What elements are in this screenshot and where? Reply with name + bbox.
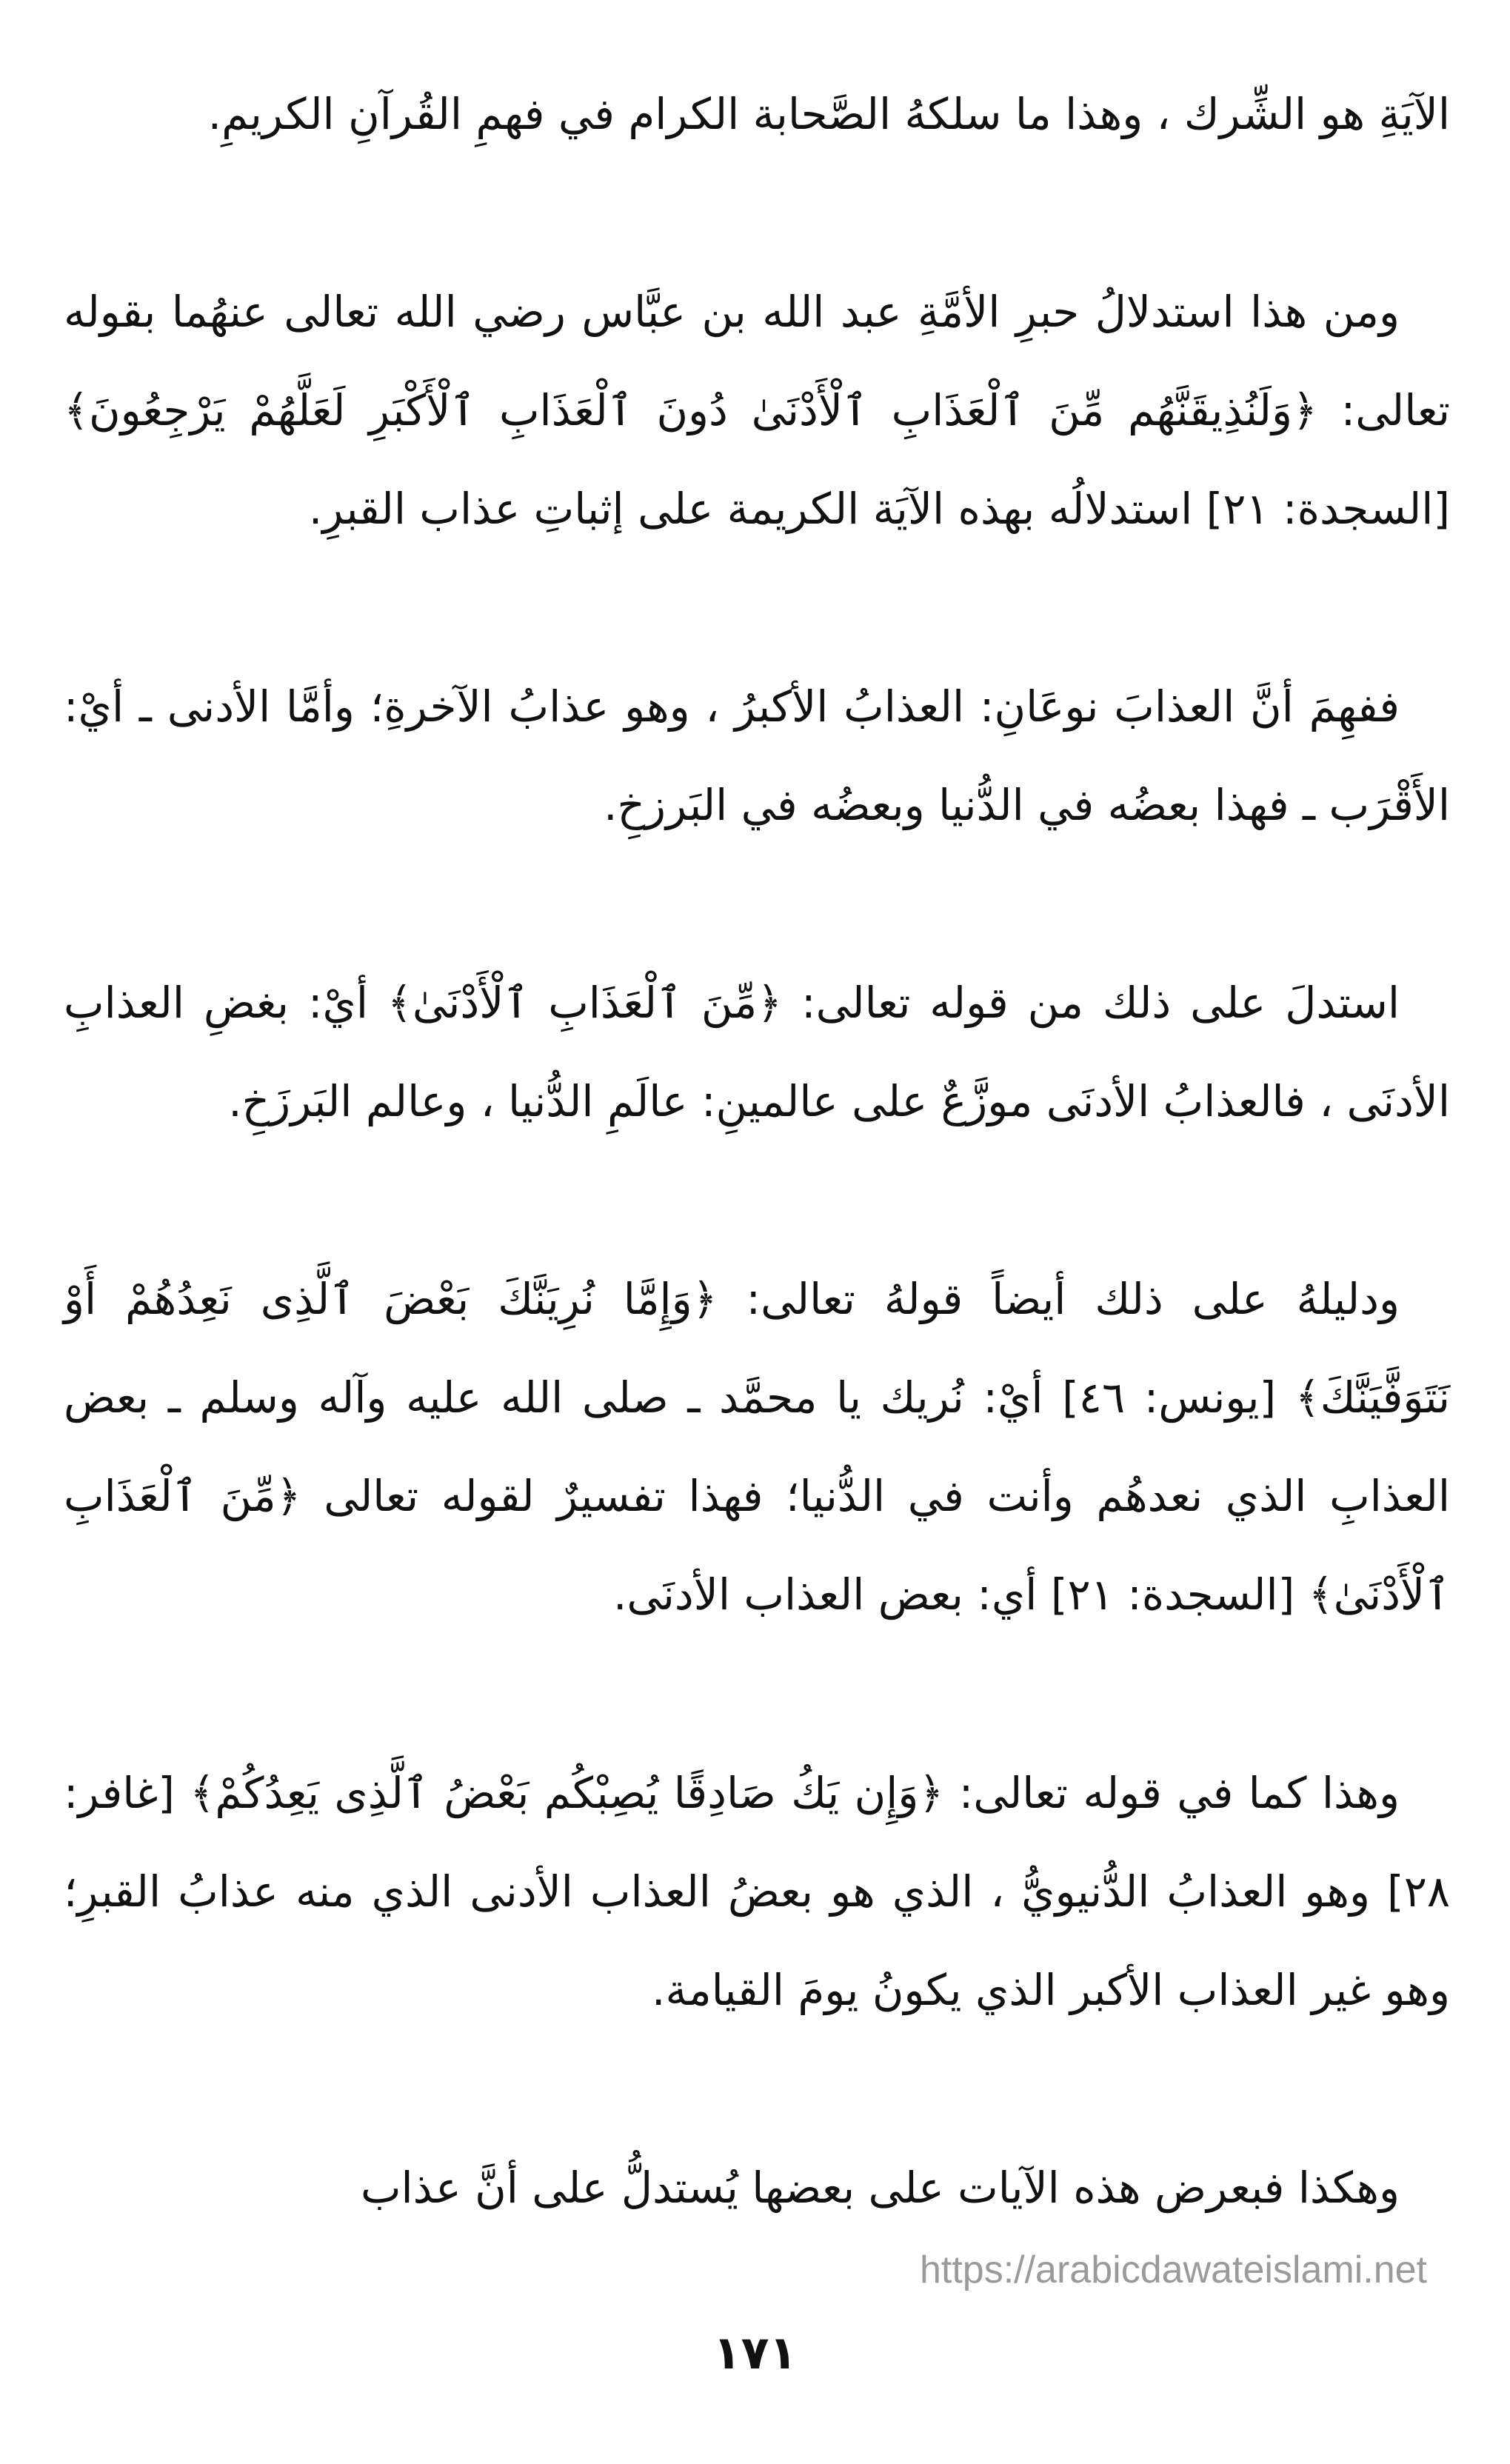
paragraph-7-text: وهكذا فبعرض هذه الآيات على بعضها يُستدلُّ على أنَّ عذاب bbox=[360, 2163, 1400, 2213]
page-number: ١٧١ bbox=[712, 2326, 798, 2380]
paragraph-7 bbox=[64, 2139, 1450, 2237]
paragraph-2 bbox=[64, 263, 1450, 558]
paragraph-4 bbox=[64, 954, 1450, 1151]
paragraph-1 bbox=[64, 65, 1450, 164]
paragraph-6-text: وهذا كما في قوله تعالى: ﴿وَإِن يَكُ صَادِقًا يُصِبْكُم بَعْضُ ٱلَّذِى يَعِدُكُمْ﴾ [غافر: ٢٨] وهو العذابُ الدُّنيويُّ ، الذي هو بعضُ العذاب الأدنى الذي منه عذابُ القبرِ؛ وهو غير العذاب الأكبر الذي يكونُ يومَ القيامة. bbox=[64, 1768, 1450, 2015]
paragraph-1-text: الآيَةِ هو الشِّرك ، وهذا ما سلكهُ الصَّحابة الكرام في فهمِ القُرآنِ الكريمِ. bbox=[207, 89, 1450, 139]
paragraph-3-text: ففهِمَ أنَّ العذابَ نوعَانِ: العذابُ الأكبرُ ، وهو عذابُ الآخرةِ؛ وأمَّا الأدنى ـ أيْ: الأَقْرَب ـ فهذا بعضُه في الدُّنيا وبعضُه في البَرزخِ. bbox=[64, 681, 1450, 830]
paragraph-2-text: ومن هذا استدلالُ حبرِ الأمَّةِ عبد الله بن عبَّاس رضي الله تعالى عنهُما بقوله تعالى: ﴿وَلَنُذِيقَنَّهُم مِّنَ ٱلْعَذَابِ ٱلْأَدْنَىٰ دُونَ ٱلْعَذَابِ ٱلْأَكْبَرِ لَعَلَّهُمْ يَرْجِعُونَ﴾ [السجدة: ٢١] استدلالُه بهذه الآيَة الكريمة على إثباتِ عذاب القبرِ. bbox=[64, 287, 1450, 534]
paragraph-3 bbox=[64, 658, 1450, 855]
paragraph-4-text: استدلَ على ذلك من قوله تعالى: ﴿مِّنَ ٱلْعَذَابِ ٱلْأَدْنَىٰ﴾ أيْ: بغضِ العذابِ الأدنَى ، فالعذابُ الأدنَى موزَّعٌ على عالمينِ: عالَمِ الدُّنيا ، وعالم البَرزَخِ. bbox=[64, 978, 1450, 1126]
paragraph-5-text: ودليلهُ على ذلك أيضاً قولهُ تعالى: ﴿وَإِمَّا نُرِيَنَّكَ بَعْضَ ٱلَّذِى نَعِدُهُمْ أَوْ نَتَوَفَّيَنَّكَ﴾ [يونس: ٤٦] أيْ: نُريك يا محمَّد ـ صلى الله عليه وآله وسلم ـ بعض العذابِ الذي نعدهُم وأنت في الدُّنيا؛ فهذا تفسيرٌ لقوله تعالى ﴿مِّنَ ٱلْعَذَابِ ٱلْأَدْنَىٰ﴾ [السجدة: ٢١] أي: بعض العذاب الأدنَى. bbox=[64, 1274, 1450, 1620]
website-watermark: https://arabicdawateislami.net bbox=[919, 2248, 1427, 2291]
paragraph-6 bbox=[64, 1744, 1450, 2040]
paragraph-5 bbox=[64, 1250, 1450, 1644]
